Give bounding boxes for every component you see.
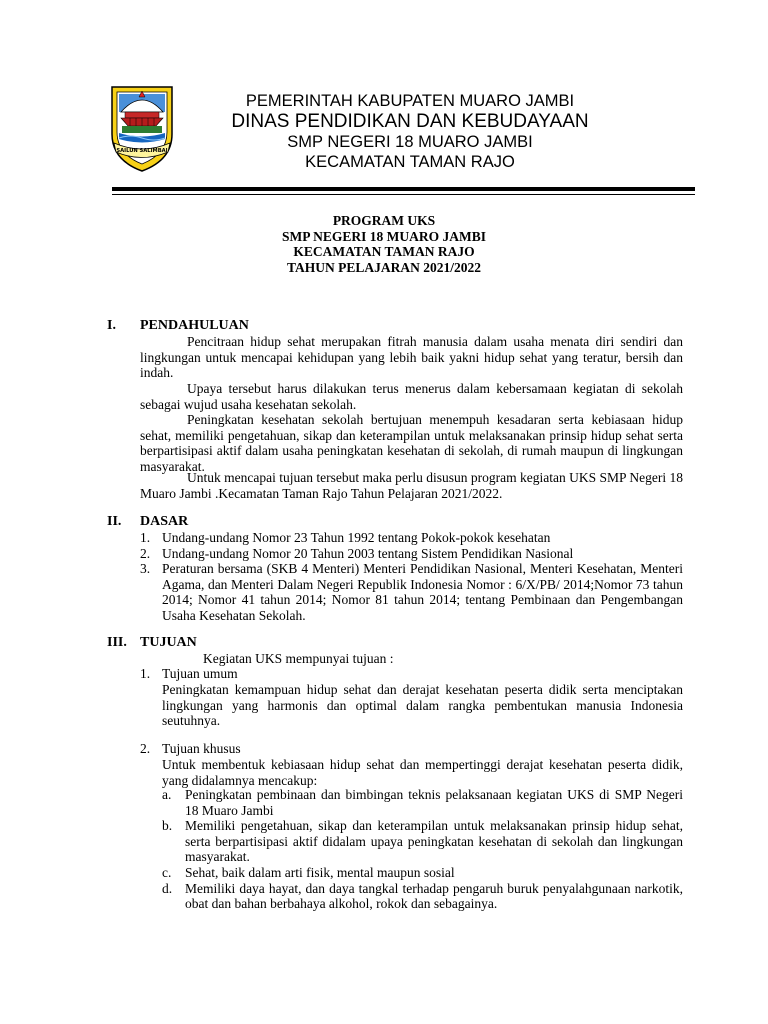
list-item xyxy=(140,561,683,623)
list-marker: c. xyxy=(162,864,172,880)
list-item xyxy=(140,546,683,562)
list-item-text: Peningkatan pembinaan dan bimbingan teknis pelaksanaan kegiatan UKS di SMP Negeri 18 Muaro Jambi xyxy=(185,787,683,818)
paragraph: Peningkatan kesehatan sekolah bertujuan menempuh kesadaran serta kebiasaan hidup sehat, memiliki pengetahuan, sikap dan keterampilan untuk melaksanakan prinsip hidup sehat serta berpartisipasi aktif dalam usaha peningkatan kesehatan di sekolah, di rumah maupun di lingkungan masyarakat. xyxy=(140,412,683,474)
list-item-text: Memiliki daya hayat, dan daya tangkal terhadap pengaruh buruk penyalahgunaan narkotik, obat dan bahan berbahaya alkohol, rokok dan sebagainya. xyxy=(185,880,683,912)
list-marker: 2. xyxy=(140,545,151,561)
tujuan-khusus-list xyxy=(162,787,683,912)
list-marker: d. xyxy=(162,880,173,896)
list-item xyxy=(162,787,683,818)
list-marker: b. xyxy=(162,818,173,834)
title-line-2: SMP NEGERI 18 MUARO JAMBI xyxy=(281,228,486,244)
section-number: III. xyxy=(107,635,127,650)
list-marker: 1. xyxy=(140,530,151,545)
tujuan-intro: Kegiatan UKS mempunyai tujuan : xyxy=(203,651,394,666)
list-item-text: Undang-undang Nomor 23 Tahun 1992 tentang Pokok-pokok kesehatan xyxy=(162,530,551,545)
tujuan-umum-text: Peningkatan kemampuan hidup sehat dan derajat kesehatan peserta didik serta menciptakan lingkungan yang harmonis dan optimal dalam rangka pembentukan manusia Indonesia seutuhnya. xyxy=(162,682,683,729)
section-title: TUJUAN xyxy=(140,635,197,650)
section-number: II. xyxy=(107,514,122,529)
list-item-text: Peraturan bersama (SKB 4 Menteri) Menteri Pendidikan Nasional, Menteri Kesehatan, Menteri Agama, dan Menteri Dalam Negeri Republik Indonesia Nomor : 6/X/PB/ 2014;Nomor 73 tahun 2014; Nomor 41 tahun 2014; Nomor 81 tahun 2014; tentang Pembinaan dan Pengembangan Usaha Kesehatan Sekolah. xyxy=(162,561,683,623)
list-item xyxy=(162,818,683,865)
letterhead-government: PEMERINTAH KABUPATEN MUARO JAMBI xyxy=(245,92,575,110)
list-item-text: Sehat, baik dalam arti fisik, mental maupun sosial xyxy=(185,864,455,880)
list-item xyxy=(162,865,683,881)
paragraph: Pencitraan hidup sehat merupakan fitrah manusia dalam usaha menata diri sendiri dan lingkungan untuk mencapai kehidupan yang lebih baik yakni hidup sehat yang teratur, bersih dan indah. xyxy=(140,334,683,381)
list-item-text: Memiliki pengetahuan, sikap dan keterampilan untuk melaksanakan prinsip hidup sehat, serta berpartisipasi aktif didalam upaya peningkatan kesehatan di sekolah dan lingkungan masyarakat. xyxy=(185,818,683,865)
list-marker: 2. xyxy=(140,741,151,756)
list-item-text: Undang-undang Nomor 20 Tahun 2003 tentang Sistem Pendidikan Nasional xyxy=(162,545,574,561)
list-marker: a. xyxy=(162,787,172,802)
letterhead-school: SMP NEGERI 18 MUARO JAMBI xyxy=(287,133,533,151)
list-marker: 3. xyxy=(140,561,151,577)
title-line-4: TAHUN PELAJARAN 2021/2022 xyxy=(286,259,481,275)
list-item xyxy=(162,881,683,912)
title-line-1: PROGRAM UKS xyxy=(332,213,436,228)
letterhead-agency: DINAS PENDIDIKAN DAN KEBUDAYAAN xyxy=(231,111,589,132)
list-marker: 1. xyxy=(140,666,151,681)
paragraph: Untuk mencapai tujuan tersebut maka perlu disusun program kegiatan UKS SMP Negeri 18 Muaro Jambi .Kecamatan Taman Rajo Tahun Pelajaran 2021/2022. xyxy=(140,470,683,501)
tujuan-umum-label: Tujuan umum xyxy=(162,666,238,681)
list-item xyxy=(140,530,683,546)
section-title: DASAR xyxy=(140,514,189,529)
paragraph: Upaya tersebut harus dilakukan terus menerus dalam kebersamaan kegiatan di sekolah sebagai wujud usaha kesehatan sekolah. xyxy=(140,381,683,412)
dasar-list xyxy=(140,530,683,624)
emblem-motto: SAILUN SALIMBAI xyxy=(116,148,168,154)
title-line-3: KECAMATAN TAMAN RAJO xyxy=(293,244,475,259)
tujuan-khusus-label: Tujuan khusus xyxy=(162,741,241,756)
tujuan-khusus-text: Untuk membentuk kebiasaan hidup sehat dan mempertinggi derajat kesehatan peserta didik, yang didalamnya mencakup: xyxy=(162,757,683,788)
letterhead-district: KECAMATAN TAMAN RAJO xyxy=(305,153,515,171)
section-title: PENDAHULUAN xyxy=(140,318,249,333)
section-number: I. xyxy=(107,318,116,333)
